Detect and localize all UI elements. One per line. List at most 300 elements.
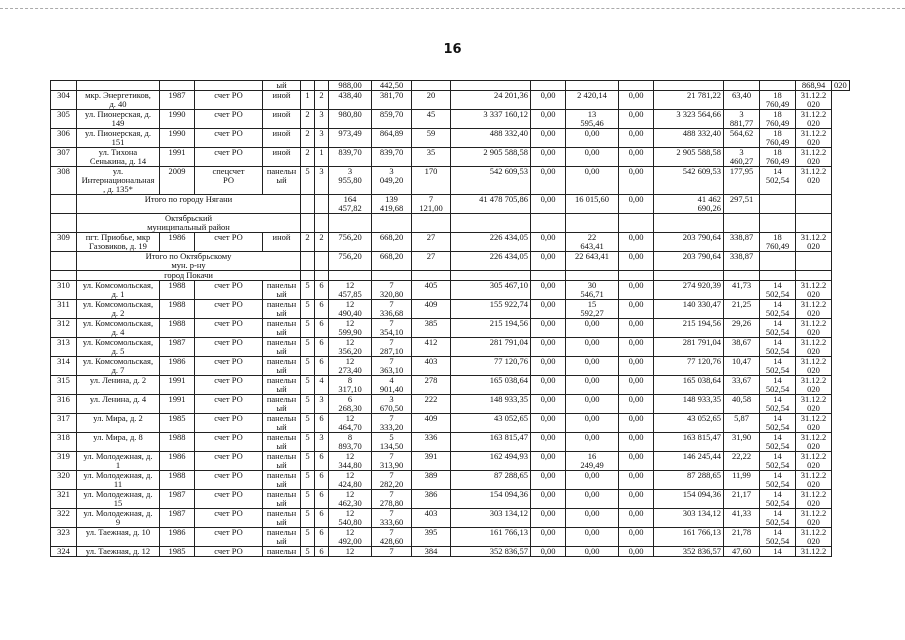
table-cell: 1987 xyxy=(160,490,195,509)
table-cell: 323 xyxy=(51,528,77,547)
table-cell: 3 881,77 xyxy=(724,110,760,129)
table-cell xyxy=(531,214,566,233)
table-cell: 12 457,85 xyxy=(329,281,372,300)
table-cell: 336 xyxy=(412,433,451,452)
total-row xyxy=(51,252,850,271)
table-cell: панельн ый xyxy=(263,281,301,300)
table-cell: 3 460,27 xyxy=(724,148,760,167)
table-cell: 18 760,49 xyxy=(760,129,796,148)
table-cell: 5 xyxy=(301,357,315,376)
table-cell: 0,00 xyxy=(566,414,619,433)
table-cell xyxy=(619,271,654,281)
table-cell: 5 xyxy=(301,319,315,338)
table-cell: 226 434,05 xyxy=(451,252,531,271)
table-cell: 12 462,30 xyxy=(329,490,372,509)
table-cell: 409 xyxy=(412,300,451,319)
table-cell: 14 502,54 xyxy=(760,414,796,433)
table-cell: 973,49 xyxy=(329,129,372,148)
table-cell: 4 xyxy=(315,376,329,395)
table-cell: 14 502,54 xyxy=(760,452,796,471)
table-cell: 5 xyxy=(301,281,315,300)
table-cell: ул. Тихона Сенькина, д. 14 xyxy=(77,148,160,167)
table-cell: 0,00 xyxy=(531,300,566,319)
table-cell: 6 xyxy=(315,452,329,471)
table-cell: 1990 xyxy=(160,110,195,129)
table-cell: 2009 xyxy=(160,167,195,195)
table-cell xyxy=(531,271,566,281)
table-cell: 12 273,40 xyxy=(329,357,372,376)
table-cell: ул. Мира, д. 8 xyxy=(77,433,160,452)
table-cell: 0,00 xyxy=(531,195,566,214)
table-cell: 226 434,05 xyxy=(451,233,531,252)
table-cell xyxy=(654,271,724,281)
table-cell: 385 xyxy=(412,319,451,338)
table-cell: 0,00 xyxy=(531,91,566,110)
table-cell: ул. Ленина, д. 2 xyxy=(77,376,160,395)
table-row xyxy=(51,281,850,300)
table-cell: 1988 xyxy=(160,300,195,319)
table-cell: 43 052,65 xyxy=(451,414,531,433)
table-cell: 7 xyxy=(372,547,412,557)
table-cell: 668,20 xyxy=(372,233,412,252)
table-cell xyxy=(301,252,315,271)
table-cell: 0,00 xyxy=(619,300,654,319)
table-cell: 2 905 588,58 xyxy=(451,148,531,167)
table-cell: мкр. Энергетиков, д. 40 xyxy=(77,91,160,110)
table-cell: 338,87 xyxy=(724,252,760,271)
table-cell: 0,00 xyxy=(619,167,654,195)
table-cell: 409 xyxy=(412,414,451,433)
table-cell: 0,00 xyxy=(531,167,566,195)
table-row xyxy=(51,233,850,252)
table-cell: 14 502,54 xyxy=(760,281,796,300)
table-cell: 6 xyxy=(315,300,329,319)
table-cell: 395 xyxy=(412,528,451,547)
table-cell: 3 xyxy=(315,129,329,148)
table-row xyxy=(51,528,850,547)
table-cell: 308 xyxy=(51,167,77,195)
table-cell xyxy=(315,195,329,214)
table-cell: 5 xyxy=(301,395,315,414)
table-cell: 303 134,12 xyxy=(654,509,724,528)
table-cell: 2 xyxy=(315,233,329,252)
table-cell xyxy=(301,81,315,91)
table-cell: 14 502,54 xyxy=(760,357,796,376)
table-cell: 2 420,14 xyxy=(566,91,619,110)
table-cell: 0,00 xyxy=(531,395,566,414)
table-row xyxy=(51,319,850,338)
table-cell xyxy=(760,252,796,271)
table-cell: 10,47 xyxy=(724,357,760,376)
table-cell xyxy=(412,81,451,91)
table-cell: 77 120,76 xyxy=(654,357,724,376)
table-cell: иной xyxy=(263,91,301,110)
table-cell: 87 288,65 xyxy=(451,471,531,490)
table-cell: 31.12.2 020 xyxy=(796,110,832,129)
table-cell: 0,00 xyxy=(566,395,619,414)
table-cell: 31.12.2 xyxy=(796,547,832,557)
table-cell: ул. Комсомольская, д. 7 xyxy=(77,357,160,376)
table-cell: 0,00 xyxy=(531,319,566,338)
table-cell: панельн ый xyxy=(263,167,301,195)
table-cell: 31.12.2 020 xyxy=(796,148,832,167)
table-cell: 5 xyxy=(301,376,315,395)
table-cell: 14 502,54 xyxy=(760,319,796,338)
table-row xyxy=(51,433,850,452)
table-row xyxy=(51,110,850,129)
table-cell xyxy=(315,81,329,91)
table-cell: 0,00 xyxy=(566,338,619,357)
table-cell: 0,00 xyxy=(619,433,654,452)
table-cell: 310 xyxy=(51,281,77,300)
scan-top-edge xyxy=(0,8,905,9)
table-cell: 5,87 xyxy=(724,414,760,433)
table-row xyxy=(51,376,850,395)
table-cell: 281 791,04 xyxy=(654,338,724,357)
table-cell xyxy=(654,81,724,91)
table-cell: 307 xyxy=(51,148,77,167)
table-cell: 0,00 xyxy=(619,252,654,271)
table-cell: счет РО xyxy=(195,414,263,433)
table-cell: 304 xyxy=(51,91,77,110)
table-cell: 3 xyxy=(315,110,329,129)
table-cell xyxy=(451,214,531,233)
table-cell: 0,00 xyxy=(566,319,619,338)
table-cell: 0,00 xyxy=(531,490,566,509)
table-cell: 542 609,53 xyxy=(654,167,724,195)
table-cell: 14 502,54 xyxy=(760,528,796,547)
table-cell: счет РО xyxy=(195,376,263,395)
table-cell: 12 540,80 xyxy=(329,509,372,528)
table-cell: 3 955,80 xyxy=(329,167,372,195)
table-row xyxy=(51,300,850,319)
table-cell xyxy=(451,271,531,281)
table-cell: счет РО xyxy=(195,281,263,300)
table-cell: 148 933,35 xyxy=(654,395,724,414)
table-cell: ул. Таежная, д. 10 xyxy=(77,528,160,547)
table-cell: 87 288,65 xyxy=(654,471,724,490)
table-cell: 47,60 xyxy=(724,547,760,557)
table-cell: 352 836,57 xyxy=(654,547,724,557)
table-cell: счет РО xyxy=(195,233,263,252)
table-cell: 14 502,54 xyxy=(760,338,796,357)
table-cell: 162 494,93 xyxy=(451,452,531,471)
table-cell: 3 xyxy=(315,395,329,414)
table-cell: 31.12.2 020 xyxy=(796,509,832,528)
table-cell: 3 323 564,66 xyxy=(654,110,724,129)
section-row xyxy=(51,214,850,233)
table-cell: 315 xyxy=(51,376,77,395)
table-cell: 222 xyxy=(412,395,451,414)
table-cell: 0,00 xyxy=(566,547,619,557)
total-label: Итого по Октябрьскому мун. р-ну xyxy=(77,252,301,271)
table-cell: 381,70 xyxy=(372,91,412,110)
table-cell: 0,00 xyxy=(566,148,619,167)
table-row xyxy=(51,414,850,433)
table-cell: 165 038,64 xyxy=(654,376,724,395)
table-cell: 2 xyxy=(301,110,315,129)
table-cell: 1987 xyxy=(160,509,195,528)
table-cell: панельн ый xyxy=(263,452,301,471)
table-cell: 1991 xyxy=(160,395,195,414)
table-cell: панельн ый xyxy=(263,433,301,452)
table-cell: 6 xyxy=(315,414,329,433)
table-cell: 1991 xyxy=(160,376,195,395)
table-cell: 31.12.2 020 xyxy=(796,91,832,110)
table-cell xyxy=(160,81,195,91)
table-cell: 31.12.2 020 xyxy=(796,338,832,357)
table-cell: 155 922,74 xyxy=(451,300,531,319)
table-cell: 7 287,10 xyxy=(372,338,412,357)
table-cell: счет РО xyxy=(195,433,263,452)
table-cell: 12 492,00 xyxy=(329,528,372,547)
table-cell: 170 xyxy=(412,167,451,195)
table-cell: 0,00 xyxy=(531,433,566,452)
table-cell: 63,40 xyxy=(724,91,760,110)
table-cell xyxy=(724,81,760,91)
table-cell: иной xyxy=(263,110,301,129)
table-cell: 148 933,35 xyxy=(451,395,531,414)
table-cell: ый xyxy=(263,81,301,91)
table-cell: 22 643,41 xyxy=(566,233,619,252)
table-cell: 45 xyxy=(412,110,451,129)
table-cell: 38,67 xyxy=(724,338,760,357)
table-cell: 305 467,10 xyxy=(451,281,531,300)
table-cell: 438,40 xyxy=(329,91,372,110)
table-cell: счет РО xyxy=(195,528,263,547)
table-cell: 384 xyxy=(412,547,451,557)
table-cell: 31.12.2 020 xyxy=(796,471,832,490)
table-cell: 24 201,36 xyxy=(451,91,531,110)
table-cell: ул. Комсомольская, д. 1 xyxy=(77,281,160,300)
table-cell xyxy=(566,81,619,91)
table-cell: 0,00 xyxy=(531,357,566,376)
table-cell: 13 595,46 xyxy=(566,110,619,129)
table-cell xyxy=(315,214,329,233)
table-cell xyxy=(77,81,160,91)
table-cell: 0,00 xyxy=(531,509,566,528)
table-cell: 0,00 xyxy=(566,490,619,509)
table-cell: 12 424,80 xyxy=(329,471,372,490)
table-cell xyxy=(301,214,315,233)
table-cell: 0,00 xyxy=(619,338,654,357)
table-cell: 164 457,82 xyxy=(329,195,372,214)
table-cell: 154 094,36 xyxy=(654,490,724,509)
table-cell: 320 xyxy=(51,471,77,490)
table-cell: панельн ый xyxy=(263,376,301,395)
table-cell: 6 xyxy=(315,319,329,338)
table-cell: счет РО xyxy=(195,148,263,167)
table-cell: иной xyxy=(263,148,301,167)
table-cell: 5 xyxy=(301,509,315,528)
table-cell xyxy=(619,214,654,233)
table-cell: 41 462 690,26 xyxy=(654,195,724,214)
table-cell xyxy=(372,271,412,281)
table-cell: 146 245,44 xyxy=(654,452,724,471)
table-cell: 31,90 xyxy=(724,433,760,452)
table-row xyxy=(51,338,850,357)
table-row xyxy=(51,148,850,167)
table-cell xyxy=(51,252,77,271)
table-cell: 161 766,13 xyxy=(654,528,724,547)
table-cell: 5 xyxy=(301,490,315,509)
table-cell: 0,00 xyxy=(619,509,654,528)
table-cell: 0,00 xyxy=(566,129,619,148)
table-cell xyxy=(315,271,329,281)
table-cell: 18 760,49 xyxy=(760,110,796,129)
table-cell: 0,00 xyxy=(619,414,654,433)
table-cell xyxy=(760,81,796,91)
table-cell: 140 330,47 xyxy=(654,300,724,319)
table-cell: 5 xyxy=(301,338,315,357)
table-cell: 203 790,64 xyxy=(654,233,724,252)
table-cell: ул. Комсомольская, д. 5 xyxy=(77,338,160,357)
table-cell: 31.12.2 020 xyxy=(796,167,832,195)
table-cell: 22,22 xyxy=(724,452,760,471)
table-cell: 12 599,90 xyxy=(329,319,372,338)
table-cell: панельн ый xyxy=(263,300,301,319)
total-row xyxy=(51,195,850,214)
table-cell: 20 xyxy=(412,91,451,110)
table-cell: 7 336,68 xyxy=(372,300,412,319)
table-cell: 1988 xyxy=(160,319,195,338)
table-cell: 3 xyxy=(315,167,329,195)
table-cell: 403 xyxy=(412,509,451,528)
table-cell: 161 766,13 xyxy=(451,528,531,547)
table-cell: 324 xyxy=(51,547,77,557)
table-cell xyxy=(796,271,832,281)
table-cell: 0,00 xyxy=(619,395,654,414)
table-cell: 0,00 xyxy=(619,528,654,547)
table-cell xyxy=(724,214,760,233)
table-cell: 21,78 xyxy=(724,528,760,547)
table-cell xyxy=(301,271,315,281)
table-cell: 303 134,12 xyxy=(451,509,531,528)
table-cell: 864,89 xyxy=(372,129,412,148)
table-cell: 2 xyxy=(315,91,329,110)
table-cell: 12 464,70 xyxy=(329,414,372,433)
table-cell: ул. Комсомольская, д. 2 xyxy=(77,300,160,319)
table-cell: 29,26 xyxy=(724,319,760,338)
table-cell: 2 905 588,58 xyxy=(654,148,724,167)
section-label: Октябрьский муниципальный район xyxy=(77,214,301,233)
table-cell: 203 790,64 xyxy=(654,252,724,271)
table-cell: панельн ый xyxy=(263,490,301,509)
table-cell xyxy=(301,195,315,214)
table-cell: 839,70 xyxy=(372,148,412,167)
table-cell: 8 893,70 xyxy=(329,433,372,452)
table-cell: 14 502,54 xyxy=(760,376,796,395)
table-cell: 0,00 xyxy=(619,281,654,300)
table-cell: 12 490,40 xyxy=(329,300,372,319)
table-cell xyxy=(760,271,796,281)
table-cell: 31.12.2 020 xyxy=(796,233,832,252)
table-cell: счет РО xyxy=(195,338,263,357)
table-cell: счет РО xyxy=(195,471,263,490)
table-cell: 31.12.2 020 xyxy=(796,300,832,319)
table-cell: 21,17 xyxy=(724,490,760,509)
table-cell: 389 xyxy=(412,471,451,490)
table-cell xyxy=(796,252,832,271)
table-cell: 0,00 xyxy=(531,471,566,490)
table-cell: счет РО xyxy=(195,509,263,528)
table-cell xyxy=(51,195,77,214)
table-cell: счет РО xyxy=(195,452,263,471)
table-cell: 154 094,36 xyxy=(451,490,531,509)
table-cell: 6 268,30 xyxy=(329,395,372,414)
table-cell: 0,00 xyxy=(531,376,566,395)
table-cell: счет РО xyxy=(195,300,263,319)
table-cell: 313 xyxy=(51,338,77,357)
table-cell: панельн ый xyxy=(263,528,301,547)
table-cell: 0,00 xyxy=(566,528,619,547)
table-cell: 020 xyxy=(832,81,850,91)
table-cell xyxy=(51,81,77,91)
table-cell xyxy=(451,81,531,91)
table-cell: 7 354,10 xyxy=(372,319,412,338)
table-cell: 31.12.2 020 xyxy=(796,414,832,433)
table-cell: 312 xyxy=(51,319,77,338)
table-cell: 316 xyxy=(51,395,77,414)
table-cell: 859,70 xyxy=(372,110,412,129)
table-cell: 391 xyxy=(412,452,451,471)
table-cell: 403 xyxy=(412,357,451,376)
table-cell xyxy=(796,214,832,233)
table-cell: 22 643,41 xyxy=(566,252,619,271)
table-cell: иной xyxy=(263,233,301,252)
table-cell: ул. Комсомольская, д. 4 xyxy=(77,319,160,338)
table-row xyxy=(51,91,850,110)
table-cell: 274 920,39 xyxy=(654,281,724,300)
table-cell: 3 670,50 xyxy=(372,395,412,414)
table-cell: 2 xyxy=(301,148,315,167)
table-cell: ул. Пионерская, д. 149 xyxy=(77,110,160,129)
table-cell: 12 344,80 xyxy=(329,452,372,471)
table-cell: 0,00 xyxy=(566,167,619,195)
table-cell xyxy=(372,214,412,233)
table-cell: 139 419,68 xyxy=(372,195,412,214)
table-cell: 215 194,56 xyxy=(654,319,724,338)
table-cell xyxy=(329,271,372,281)
table-cell: 1988 xyxy=(160,471,195,490)
table-cell: 1987 xyxy=(160,338,195,357)
table-cell: 0,00 xyxy=(531,252,566,271)
table-cell: 31.12.2 020 xyxy=(796,528,832,547)
table-cell: 386 xyxy=(412,490,451,509)
table-cell: 0,00 xyxy=(619,195,654,214)
table-cell xyxy=(619,81,654,91)
table-cell: 0,00 xyxy=(566,433,619,452)
table-cell: счет РО xyxy=(195,357,263,376)
table-cell: 0,00 xyxy=(619,148,654,167)
table-cell: ул. Таежная, д. 12 xyxy=(77,547,160,557)
table-cell: 0,00 xyxy=(619,490,654,509)
table-cell: 7 278,80 xyxy=(372,490,412,509)
table-cell: 14 502,54 xyxy=(760,395,796,414)
table-cell: 11,99 xyxy=(724,471,760,490)
table-cell: 1986 xyxy=(160,452,195,471)
table-cell xyxy=(51,271,77,281)
table-row xyxy=(51,452,850,471)
table-cell: 0,00 xyxy=(619,547,654,557)
table-cell: 0,00 xyxy=(619,357,654,376)
table-cell: 322 xyxy=(51,509,77,528)
table-cell: 0,00 xyxy=(566,376,619,395)
table-cell: 31.12.2 020 xyxy=(796,433,832,452)
table-cell: 14 502,54 xyxy=(760,509,796,528)
table-cell: 18 760,49 xyxy=(760,233,796,252)
table-cell xyxy=(51,214,77,233)
